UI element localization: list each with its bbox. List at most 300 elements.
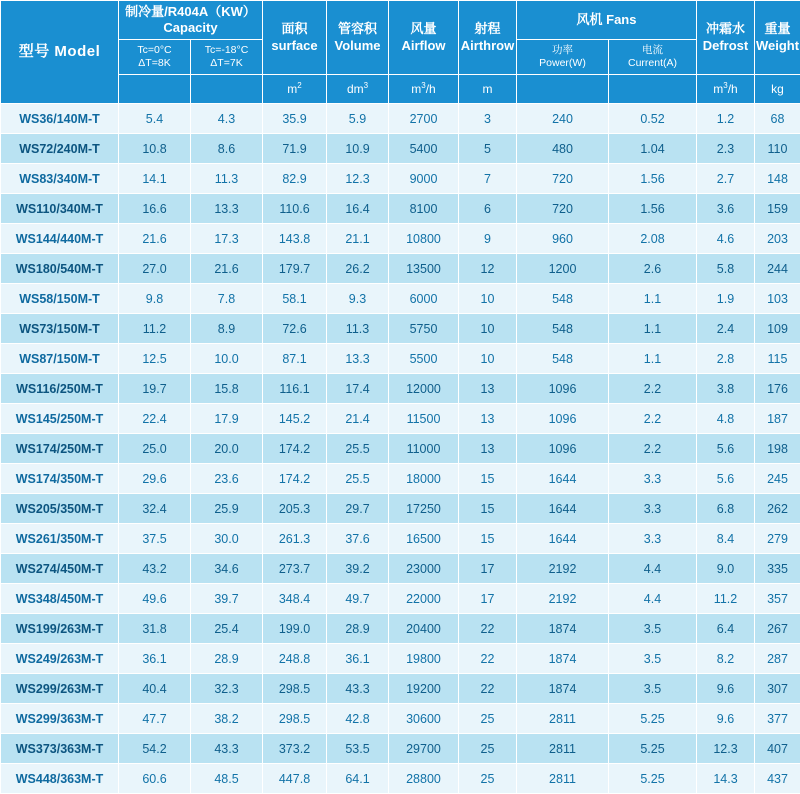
cell-cap2: 43.3 [191,734,263,764]
cell-weight: 115 [755,344,800,374]
cell-airthrow: 17 [459,554,517,584]
cell-power: 2192 [517,554,609,584]
cell-weight: 148 [755,164,800,194]
cell-volume: 17.4 [327,374,389,404]
cell-cap1: 12.5 [119,344,191,374]
cell-airflow: 13500 [389,254,459,284]
cell-power: 1874 [517,614,609,644]
cell-volume: 39.2 [327,554,389,584]
cell-weight: 159 [755,194,800,224]
header-capacity [119,1,263,40]
cell-volume: 12.3 [327,164,389,194]
unit-weight: kg [755,75,800,104]
cell-cap1: 22.4 [119,404,191,434]
table-row [1,764,800,794]
cell-volume: 25.5 [327,434,389,464]
cell-airflow: 19800 [389,644,459,674]
cell-volume: 36.1 [327,644,389,674]
cell-current: 3.3 [609,494,697,524]
cell-model: WS199/263M-T [1,614,119,644]
cell-surface: 179.7 [263,254,327,284]
cell-airflow: 28800 [389,764,459,794]
header-airflow-en: Airflow [389,38,458,54]
cell-airthrow: 25 [459,764,517,794]
cell-weight: 176 [755,374,800,404]
cell-model: WS299/363M-T [1,704,119,734]
cell-airthrow: 3 [459,104,517,134]
cell-current: 1.1 [609,284,697,314]
cell-model: WS87/150M-T [1,344,119,374]
cell-airthrow: 13 [459,374,517,404]
cell-model: WS116/250M-T [1,374,119,404]
table-row [1,464,800,494]
table-row [1,734,800,764]
unit-capacity-1 [119,75,191,104]
cell-cap2: 38.2 [191,704,263,734]
cell-power: 240 [517,104,609,134]
cell-model: WS373/363M-T [1,734,119,764]
cell-cap1: 43.2 [119,554,191,584]
cell-airthrow: 10 [459,284,517,314]
header-fan-power-en: Power(W) [517,57,608,70]
cell-defrost: 5.6 [697,464,755,494]
header-volume-en: Volume [327,38,388,54]
cell-airthrow: 15 [459,464,517,494]
cell-power: 1096 [517,434,609,464]
cell-volume: 43.3 [327,674,389,704]
header-surface [263,1,327,75]
cell-airthrow: 7 [459,164,517,194]
cell-volume: 10.9 [327,134,389,164]
cell-airthrow: 15 [459,494,517,524]
unit-airthrow: m [459,75,517,104]
cell-cap2: 10.0 [191,344,263,374]
cell-defrost: 14.3 [697,764,755,794]
unit-capacity-2 [191,75,263,104]
cell-model: WS249/263M-T [1,644,119,674]
table-row [1,434,800,464]
cell-weight: 407 [755,734,800,764]
cell-cap1: 32.4 [119,494,191,524]
cell-surface: 72.6 [263,314,327,344]
cell-defrost: 9.6 [697,704,755,734]
cell-surface: 174.2 [263,434,327,464]
cell-surface: 145.2 [263,404,327,434]
cell-airflow: 11500 [389,404,459,434]
cell-weight: 103 [755,284,800,314]
header-volume-cn: 管容积 [327,21,388,37]
cell-volume: 25.5 [327,464,389,494]
cell-defrost: 1.2 [697,104,755,134]
cell-power: 480 [517,134,609,164]
cell-airflow: 17250 [389,494,459,524]
cell-defrost: 8.2 [697,644,755,674]
cell-cap1: 27.0 [119,254,191,284]
cell-current: 5.25 [609,704,697,734]
cell-weight: 279 [755,524,800,554]
table-row [1,374,800,404]
cell-airflow: 29700 [389,734,459,764]
cell-weight: 245 [755,464,800,494]
cell-volume: 13.3 [327,344,389,374]
header-defrost [697,1,755,75]
table-row [1,584,800,614]
cell-defrost: 9.6 [697,674,755,704]
cell-surface: 261.3 [263,524,327,554]
cell-cap2: 34.6 [191,554,263,584]
cell-current: 3.5 [609,644,697,674]
cell-cap1: 29.6 [119,464,191,494]
cell-defrost: 5.8 [697,254,755,284]
cell-airflow: 20400 [389,614,459,644]
table-row [1,404,800,434]
cell-volume: 64.1 [327,764,389,794]
cell-cap2: 7.8 [191,284,263,314]
unit-fan-power [517,75,609,104]
cell-cap2: 15.8 [191,374,263,404]
cell-cap1: 9.8 [119,284,191,314]
cell-defrost: 12.3 [697,734,755,764]
cell-cap1: 31.8 [119,614,191,644]
cell-power: 960 [517,224,609,254]
cell-power: 1644 [517,524,609,554]
table-row [1,134,800,164]
cell-current: 2.6 [609,254,697,284]
cell-volume: 11.3 [327,314,389,344]
cell-surface: 143.8 [263,224,327,254]
cell-current: 5.25 [609,734,697,764]
cell-cap2: 13.3 [191,194,263,224]
cell-cap1: 25.0 [119,434,191,464]
header-airflow [389,1,459,75]
cell-airthrow: 6 [459,194,517,224]
cell-weight: 262 [755,494,800,524]
cell-model: WS174/350M-T [1,464,119,494]
cell-volume: 37.6 [327,524,389,554]
cell-airthrow: 5 [459,134,517,164]
cell-current: 1.56 [609,164,697,194]
cell-weight: 287 [755,644,800,674]
table-row [1,614,800,644]
cell-current: 2.2 [609,374,697,404]
cell-current: 3.5 [609,614,697,644]
cell-volume: 49.7 [327,584,389,614]
cell-surface: 298.5 [263,674,327,704]
cell-airflow: 22000 [389,584,459,614]
cell-surface: 58.1 [263,284,327,314]
header-row-units [1,75,800,104]
cell-airflow: 6000 [389,284,459,314]
cell-weight: 68 [755,104,800,134]
header-weight [755,1,800,75]
cell-cap2: 28.9 [191,644,263,674]
cell-power: 2811 [517,764,609,794]
cell-airflow: 18000 [389,464,459,494]
cell-cap2: 39.7 [191,584,263,614]
cell-cap1: 16.6 [119,194,191,224]
cell-current: 3.3 [609,464,697,494]
header-defrost-cn: 冲霜水 [697,21,754,37]
cell-airthrow: 13 [459,404,517,434]
cell-power: 1874 [517,644,609,674]
cell-model: WS174/250M-T [1,434,119,464]
cell-cap2: 20.0 [191,434,263,464]
table-row [1,254,800,284]
cell-current: 2.2 [609,404,697,434]
table-row [1,644,800,674]
cell-airflow: 12000 [389,374,459,404]
cell-volume: 16.4 [327,194,389,224]
cell-defrost: 4.6 [697,224,755,254]
header-model: 型号 Model [1,1,119,104]
cell-current: 3.3 [609,524,697,554]
cell-cap1: 14.1 [119,164,191,194]
cell-defrost: 4.8 [697,404,755,434]
table-body [1,104,800,794]
cell-model: WS261/350M-T [1,524,119,554]
cell-surface: 110.6 [263,194,327,224]
cell-power: 1096 [517,374,609,404]
header-capacity-en: Capacity [119,20,262,36]
header-fan-current-en: Current(A) [609,57,696,70]
cell-cap2: 25.9 [191,494,263,524]
header-capacity-cond2-dt: ΔT=7K [191,57,262,70]
cell-surface: 298.5 [263,704,327,734]
header-capacity-cond2-tc: Tc=-18°C [191,44,262,57]
cell-cap1: 19.7 [119,374,191,404]
cell-airthrow: 22 [459,674,517,704]
cell-cap2: 25.4 [191,614,263,644]
cell-surface: 116.1 [263,374,327,404]
cell-volume: 28.9 [327,614,389,644]
cell-volume: 53.5 [327,734,389,764]
cell-power: 720 [517,164,609,194]
cell-surface: 82.9 [263,164,327,194]
cell-cap1: 47.7 [119,704,191,734]
header-defrost-en: Defrost [697,38,754,54]
cell-power: 1644 [517,494,609,524]
cell-model: WS205/350M-T [1,494,119,524]
header-surface-cn: 面积 [263,21,326,37]
cell-surface: 273.7 [263,554,327,584]
cell-surface: 248.8 [263,644,327,674]
header-airthrow-cn: 射程 [459,21,516,37]
cell-model: WS58/150M-T [1,284,119,314]
cell-power: 1644 [517,464,609,494]
cell-cap2: 4.3 [191,104,263,134]
cell-volume: 42.8 [327,704,389,734]
cell-defrost: 1.9 [697,284,755,314]
cell-airflow: 2700 [389,104,459,134]
cell-weight: 244 [755,254,800,284]
cell-cap2: 17.3 [191,224,263,254]
cell-surface: 71.9 [263,134,327,164]
cell-current: 1.1 [609,314,697,344]
cell-airthrow: 12 [459,254,517,284]
cell-weight: 335 [755,554,800,584]
unit-airflow: $m^3/h$ [389,75,459,104]
cell-airflow: 30600 [389,704,459,734]
cell-cap1: 36.1 [119,644,191,674]
cell-defrost: 6.8 [697,494,755,524]
cell-defrost: 8.4 [697,524,755,554]
cell-current: 5.25 [609,764,697,794]
header-surface-en: surface [263,38,326,54]
cell-defrost: 6.4 [697,614,755,644]
cell-airflow: 19200 [389,674,459,704]
cell-cap1: 10.8 [119,134,191,164]
cell-model: WS72/240M-T [1,134,119,164]
cell-current: 2.08 [609,224,697,254]
cell-surface: 348.4 [263,584,327,614]
table-row [1,344,800,374]
cell-model: WS448/363M-T [1,764,119,794]
header-fan-power [517,40,609,75]
table-row [1,224,800,254]
cell-cap2: 48.5 [191,764,263,794]
cell-airflow: 11000 [389,434,459,464]
cell-defrost: 3.8 [697,374,755,404]
cell-power: 1200 [517,254,609,284]
cell-cap1: 5.4 [119,104,191,134]
cell-model: WS36/140M-T [1,104,119,134]
cell-defrost: 2.7 [697,164,755,194]
cell-power: 548 [517,314,609,344]
header-capacity-cond1-dt: ΔT=8K [119,57,190,70]
cell-weight: 267 [755,614,800,644]
cell-volume: 9.3 [327,284,389,314]
table-row [1,194,800,224]
cell-cap2: 11.3 [191,164,263,194]
cell-current: 0.52 [609,104,697,134]
header-fan-current-cn: 电流 [609,44,696,57]
cell-airthrow: 10 [459,344,517,374]
cell-airflow: 9000 [389,164,459,194]
table-row [1,704,800,734]
cell-defrost: 9.0 [697,554,755,584]
header-capacity-cond1 [119,40,191,75]
cell-surface: 87.1 [263,344,327,374]
unit-volume: $dm^3$ [327,75,389,104]
cell-cap1: 60.6 [119,764,191,794]
cell-airthrow: 25 [459,734,517,764]
cell-model: WS274/450M-T [1,554,119,584]
cell-volume: 21.1 [327,224,389,254]
cell-power: 720 [517,194,609,224]
cell-cap2: 30.0 [191,524,263,554]
cell-defrost: 3.6 [697,194,755,224]
cell-airflow: 10800 [389,224,459,254]
cell-model: WS299/263M-T [1,674,119,704]
unit-surface: $m^2$ [263,75,327,104]
cell-airflow: 8100 [389,194,459,224]
cell-current: 1.1 [609,344,697,374]
cell-surface: 373.2 [263,734,327,764]
cell-surface: 205.3 [263,494,327,524]
cell-model: WS145/250M-T [1,404,119,434]
table-row [1,164,800,194]
cell-volume: 29.7 [327,494,389,524]
cell-cap1: 40.4 [119,674,191,704]
cell-airthrow: 13 [459,434,517,464]
table-row [1,554,800,584]
cell-airflow: 5500 [389,344,459,374]
cell-weight: 357 [755,584,800,614]
cell-cap2: 23.6 [191,464,263,494]
cell-airthrow: 17 [459,584,517,614]
cell-surface: 35.9 [263,104,327,134]
header-airflow-cn: 风量 [389,21,458,37]
table-row [1,284,800,314]
header-weight-cn: 重量 [755,21,800,37]
cell-airflow: 23000 [389,554,459,584]
cell-airthrow: 9 [459,224,517,254]
cell-defrost: 11.2 [697,584,755,614]
cell-weight: 377 [755,704,800,734]
cell-weight: 307 [755,674,800,704]
cell-volume: 26.2 [327,254,389,284]
table-row [1,524,800,554]
table-row [1,494,800,524]
cell-model: WS144/440M-T [1,224,119,254]
cell-airflow: 5400 [389,134,459,164]
cell-surface: 199.0 [263,614,327,644]
cell-model: WS110/340M-T [1,194,119,224]
cell-power: 1096 [517,404,609,434]
cell-current: 1.56 [609,194,697,224]
cell-weight: 437 [755,764,800,794]
header-fan-power-cn: 功率 [517,44,608,57]
header-airthrow-en: Airthrow [459,38,516,54]
cell-weight: 187 [755,404,800,434]
cell-current: 1.04 [609,134,697,164]
cell-current: 4.4 [609,584,697,614]
cell-airthrow: 10 [459,314,517,344]
header-weight-en: Weight [755,38,800,54]
cell-weight: 203 [755,224,800,254]
header-row-top [1,1,800,40]
cell-power: 2811 [517,704,609,734]
header-capacity-cond2 [191,40,263,75]
cell-defrost: 2.3 [697,134,755,164]
header-capacity-cn: 制冷量/R404A（KW） [119,4,262,20]
cell-cap2: 21.6 [191,254,263,284]
cell-cap2: 17.9 [191,404,263,434]
cell-cap2: 8.6 [191,134,263,164]
table-row [1,104,800,134]
cell-defrost: 5.6 [697,434,755,464]
cell-model: WS83/340M-T [1,164,119,194]
cell-cap1: 49.6 [119,584,191,614]
cell-cap2: 32.3 [191,674,263,704]
cell-power: 2192 [517,584,609,614]
unit-defrost: $m^3/h$ [697,75,755,104]
cell-cap1: 54.2 [119,734,191,764]
cell-power: 548 [517,344,609,374]
cell-volume: 5.9 [327,104,389,134]
cell-cap1: 21.6 [119,224,191,254]
table-row [1,674,800,704]
cell-model: WS73/150M-T [1,314,119,344]
cell-cap1: 11.2 [119,314,191,344]
cell-defrost: 2.4 [697,314,755,344]
cell-power: 548 [517,284,609,314]
cell-weight: 198 [755,434,800,464]
cell-current: 4.4 [609,554,697,584]
cell-airthrow: 25 [459,704,517,734]
table-row [1,314,800,344]
unit-fan-current [609,75,697,104]
